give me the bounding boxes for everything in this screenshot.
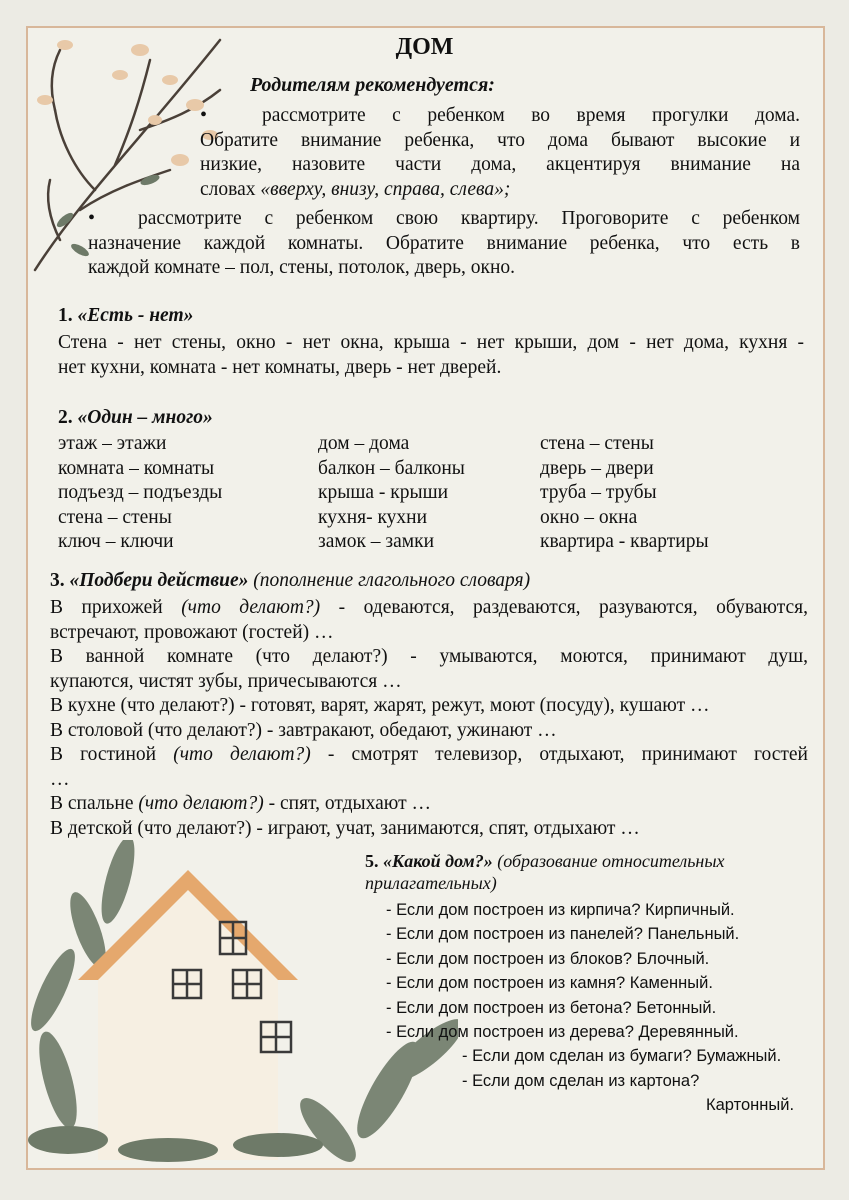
list-item: Картонный. [706,1096,795,1115]
plural-item: труба – трубы [540,482,657,503]
section3-row-2b: купаются, чистят зубы, причесываются … [50,670,402,692]
list-item: - Если дом построен из кирпича? Кирпичный. [386,901,735,919]
section1-heading: 1. «Есть - нет» [58,305,194,326]
section3-row-4: В столовой (что делают?) - завтракают, обедают, ужинают … [50,719,557,741]
plural-item: комната – комнаты [58,457,215,479]
section2-col-3 [540,432,709,555]
section3-row-1b: встречают, провожают (гостей) … [50,621,334,643]
section2-col-1 [58,432,222,555]
bullet-2: • [88,207,96,229]
section3-heading: 3. «Подбери действие» (пополнение глагольного словаря) [50,570,531,591]
section3-row-2: В ванной комнате (что делают?) - умываются, моются, принимают душ, [50,646,808,667]
section3-row-3: В кухне (что делают?) - готовят, варят, жарят, режут, моют (посуду), кушают … [50,695,710,716]
list-item: - Если дом сделан из бумаги? Бумажный. [462,1047,782,1066]
section3-row-1: В прихожей (что делают?) - одеваются, раздеваются, разуваются, обуваются, [50,597,808,618]
list-item: - Если дом построен из бетона? Бетонный. [386,998,717,1017]
list-item: - Если дом построен из блоков? Блочный. [386,949,710,968]
plural-item: этаж – этажи [58,433,167,454]
list-item: - Если дом построен из дерева? Деревянный. [386,1023,739,1042]
plural-item: крыша - крыши [318,482,449,503]
item1-line-2: Обратите внимание ребенка, что дома бывают высокие и [200,129,800,151]
plural-item: замок – замки [318,531,435,552]
plural-item: кухня- кухни [318,506,428,528]
bullet-1: • [200,104,208,126]
section2-col-2 [318,432,465,555]
plural-item: стена – стены [58,506,172,528]
section1-text [58,330,804,380]
section3-row-5b: … [50,768,70,790]
plural-item: дом – дома [318,433,410,454]
section3-text [50,596,808,841]
plural-item: балкон – балконы [318,457,465,479]
section1-line-2: нет кухни, комната - нет комнаты, дверь - нет дверей. [58,357,502,378]
plural-item: окно – окна [540,506,638,528]
list-item: - Если дом построен из панелей? Панельный. [386,925,740,944]
plural-item: ключ – ключи [58,531,174,552]
item2-line-1: рассмотрите с ребенком свою квартиру. Проговорите с ребенком [138,208,800,229]
parents-item-1 [200,104,800,202]
section1-line-1: Стена - нет стены, окно - нет окна, крыша - нет крыши, дом - нет дома, кухня - [58,332,804,353]
parents-heading: Родителям рекомендуется: [250,74,495,96]
item2-line-2: назначение каждой комнаты. Обратите внимание ребенка, что есть в [88,232,800,254]
page-title: ДОМ [395,34,454,60]
parents-item-2 [88,207,800,281]
list-item: - Если дом построен из камня? Каменный. [386,974,713,993]
section2-heading: 2. «Один – много» [58,407,213,428]
plural-item: квартира - квартиры [540,531,709,552]
list-item: - Если дом сделан из картона? [462,1071,700,1090]
section3-row-5: В гостиной (что делают?) - смотрят телевизор, отдыхают, принимают гостей [50,744,808,765]
item1-line-1: рассмотрите с ребенком во время прогулки дома. [262,105,800,126]
item1-line-3: низкие, назовите части дома, акцентируя внимание на [200,154,800,175]
section3-row-6: В спальне (что делают?) - спят, отдыхают … [50,793,431,814]
item2-line-3: каждой комнате – пол, стены, потолок, дверь, окно. [88,257,516,278]
section5-list [386,898,826,1118]
plural-item: дверь – двери [540,457,654,479]
section3-row-7: В детской (что делают?) - играют, учат, занимаются, спят, отдыхают … [50,817,640,839]
section5-heading: 5. «Какой дом?» (образование относительных прилагательных) [365,851,725,893]
plural-item: стена – стены [540,433,654,454]
plural-item: подъезд – подъезды [58,482,223,503]
item1-line-4: словах «вверху, внизу, справа, слева»; [200,178,511,200]
